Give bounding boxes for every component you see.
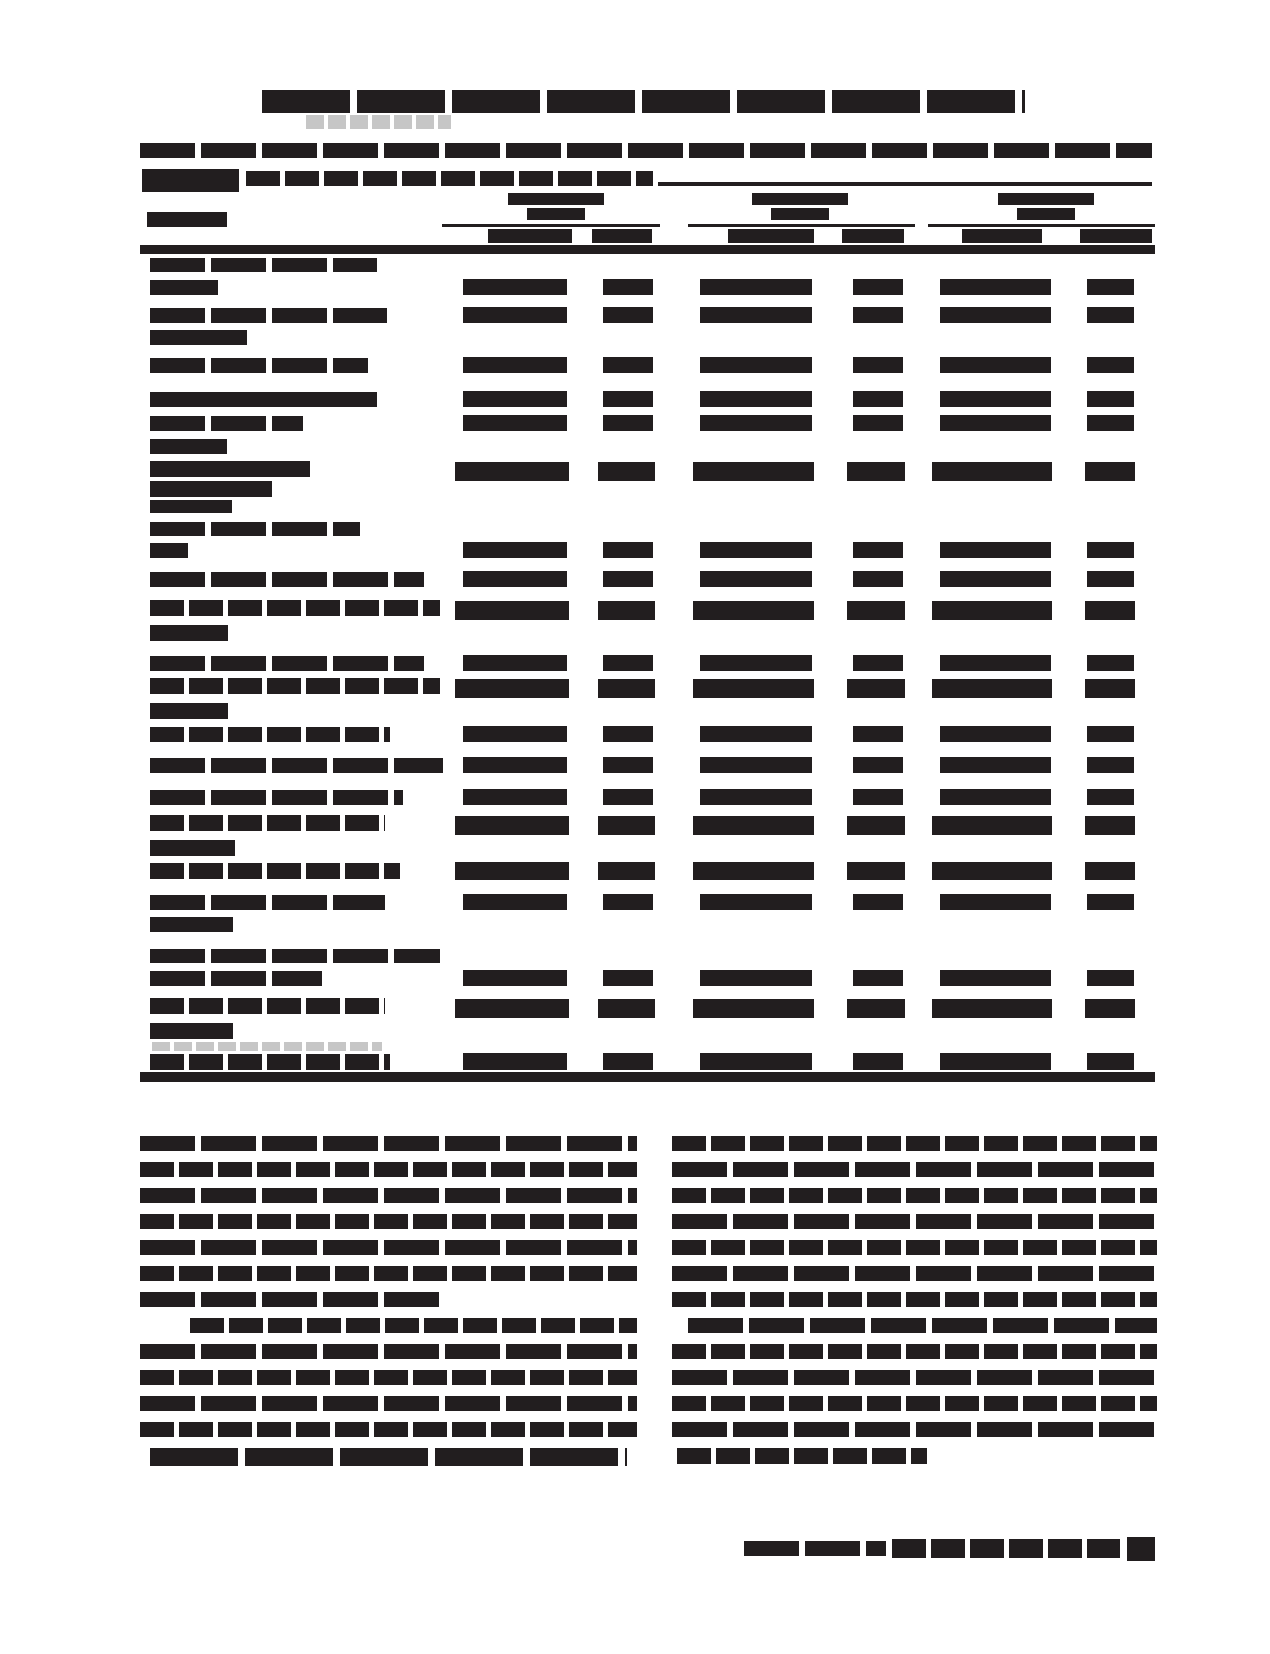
footer-publication-redacted: [892, 1539, 1120, 1558]
footer-release-id-redacted: [744, 1541, 886, 1556]
footer-page-number-box: [1127, 1537, 1155, 1561]
